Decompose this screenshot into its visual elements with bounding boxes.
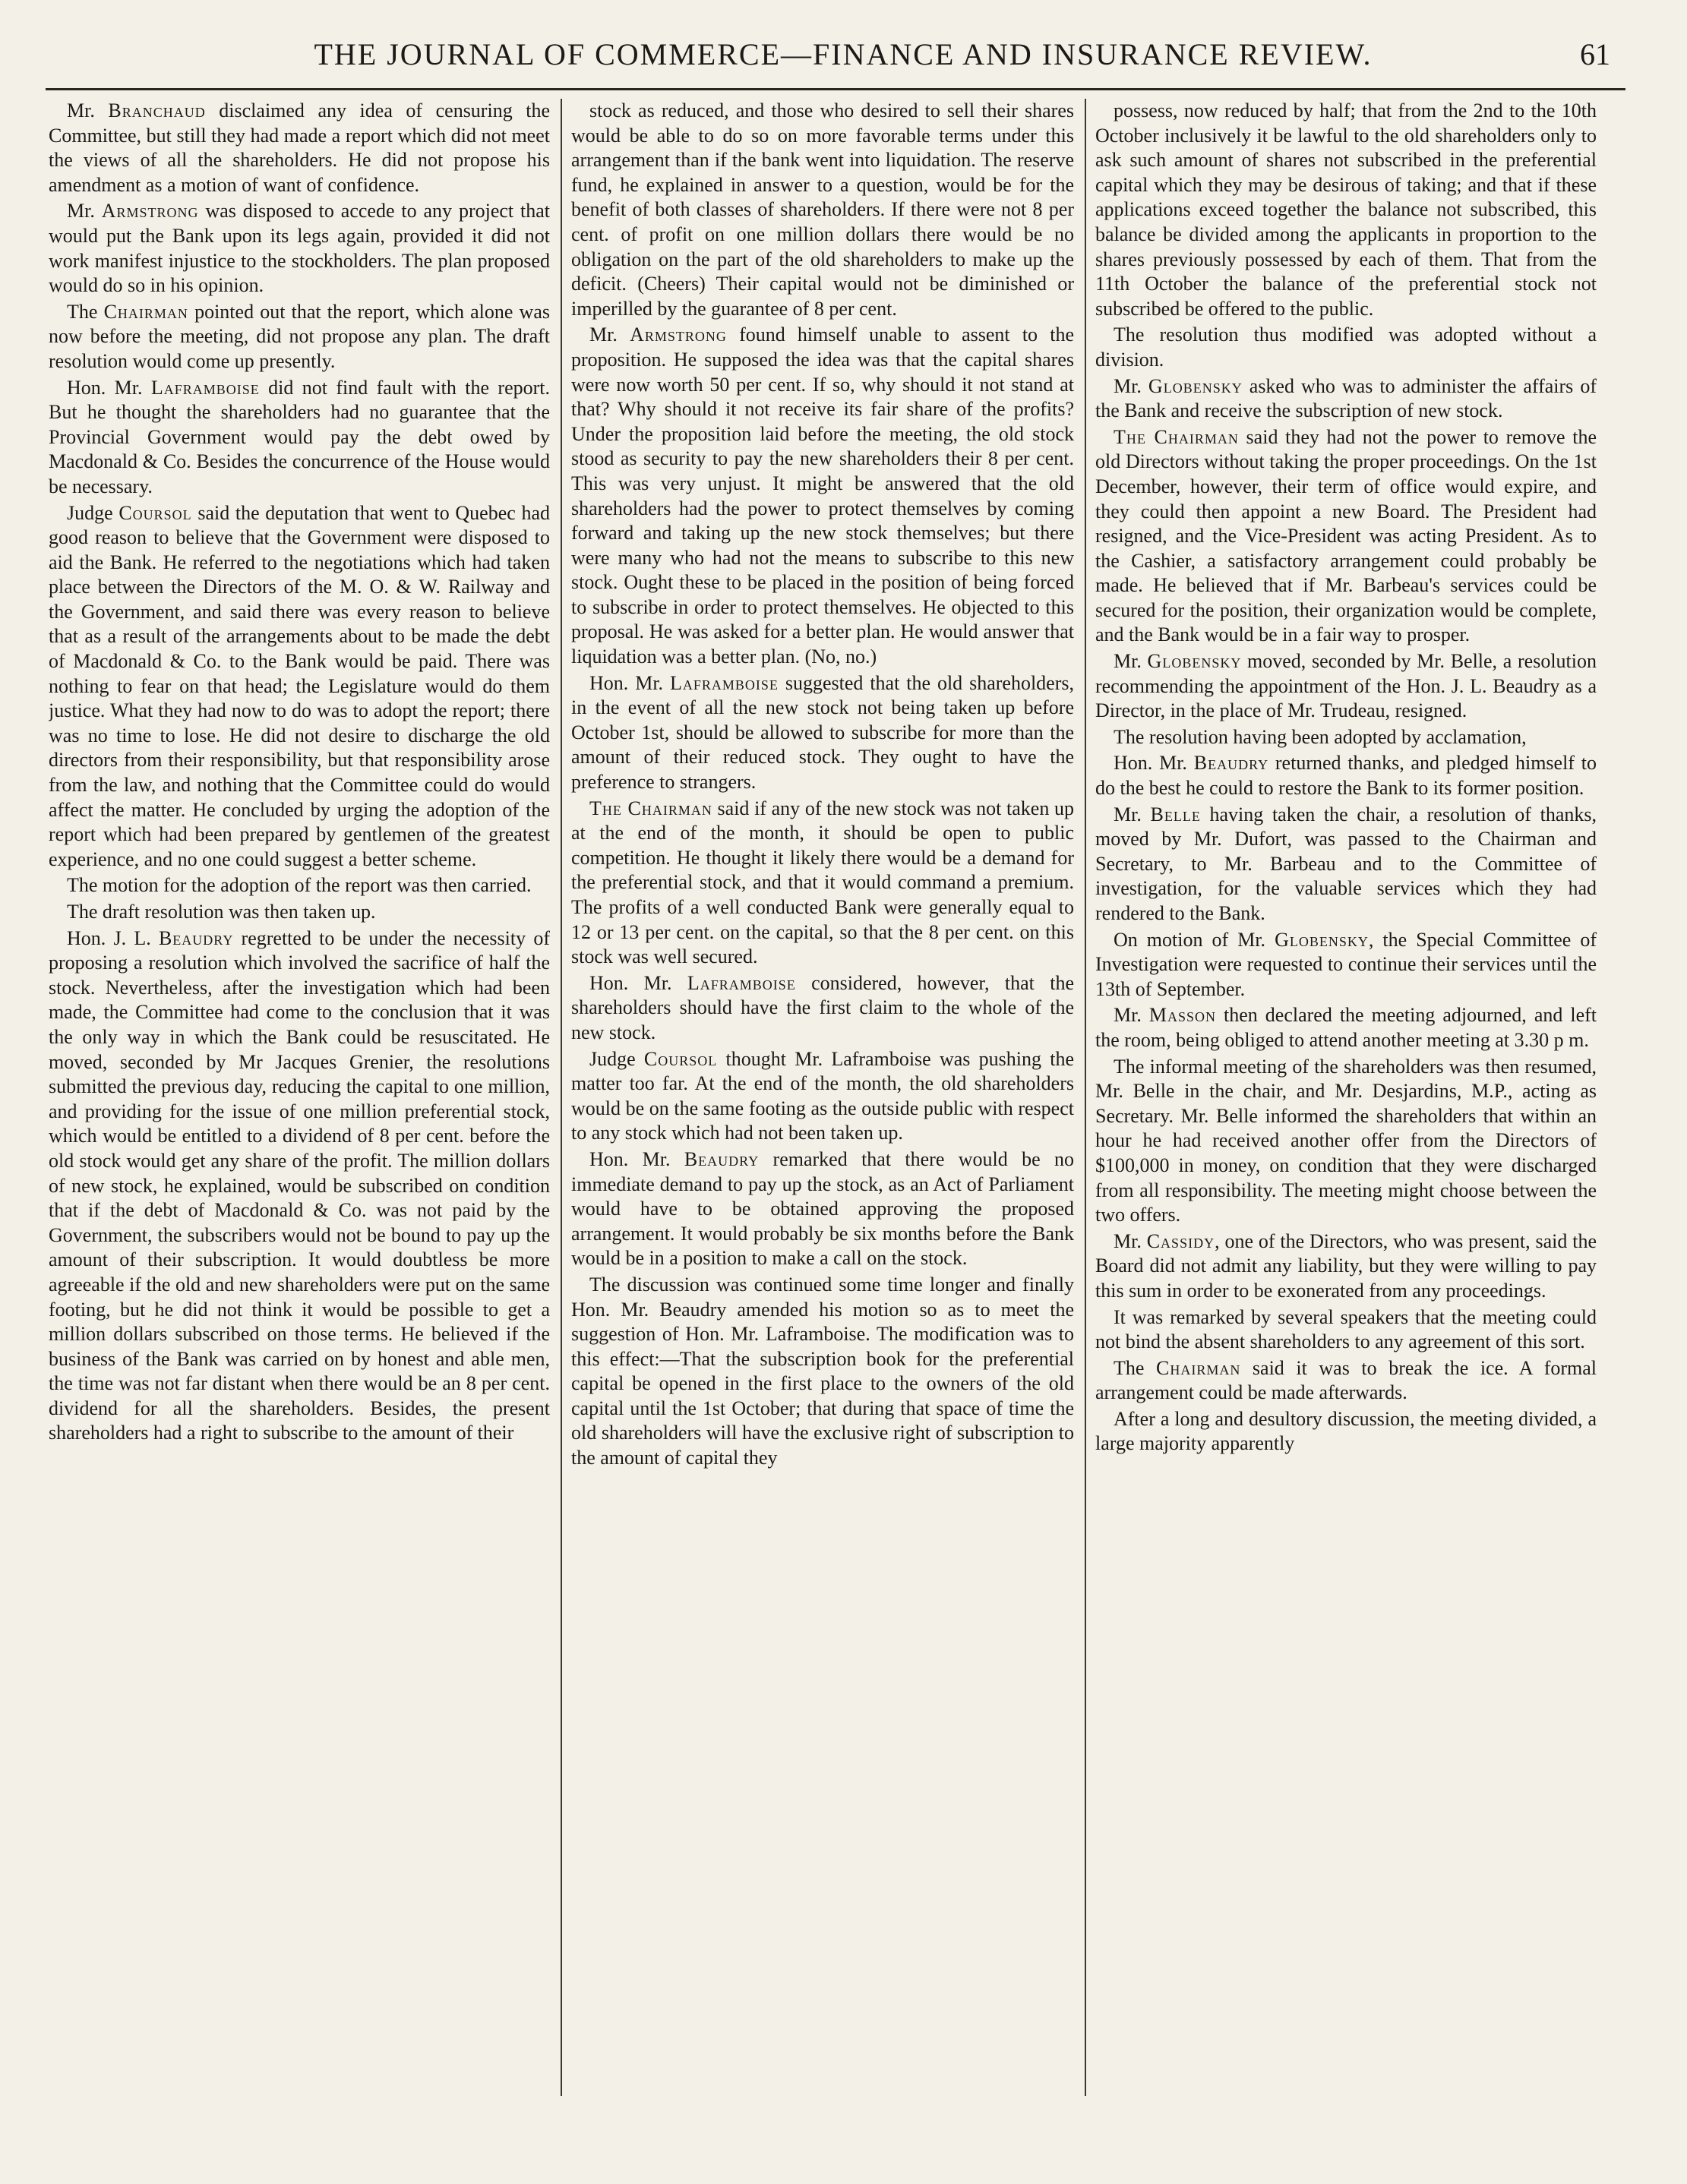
paragraph-prefix: Hon. Mr. — [589, 1147, 684, 1170]
article-paragraph — [49, 300, 550, 374]
paragraph-speaker: Cassidy — [1146, 1229, 1215, 1252]
page-header — [46, 36, 1641, 82]
page-number: 61 — [1580, 37, 1610, 71]
article-paragraph — [1095, 425, 1597, 648]
paragraph-text: After a long and desultory discussion, the meeting divided, a large majority apparently — [1095, 1407, 1597, 1455]
paragraph-prefix: Hon. Mr. — [67, 376, 151, 399]
column-1 — [49, 99, 550, 2096]
article-paragraph — [1095, 99, 1597, 321]
paragraph-prefix: Mr. — [1114, 1229, 1147, 1252]
paragraph-prefix: The — [1114, 1356, 1156, 1379]
paragraph-text: said it was to break the ice. A formal arrangement could be made afterwards. — [1095, 1356, 1597, 1404]
article-paragraph — [571, 971, 1074, 1046]
article-paragraph — [49, 926, 550, 1446]
paragraph-text: The resolution thus modified was adopted without a division. — [1095, 323, 1597, 371]
article-paragraph — [49, 900, 550, 925]
paragraph-text: pointed out that the report, which alone was now before the meeting, did not propose any plan. The draft resolution would come up presently. — [49, 300, 550, 372]
article-paragraph — [1095, 1003, 1597, 1053]
article-paragraph — [1095, 1229, 1597, 1304]
paragraph-speaker: Chairman — [103, 300, 188, 323]
paragraph-prefix: Mr. — [1114, 1004, 1149, 1027]
paragraph-prefix: Mr. — [1114, 374, 1148, 397]
paragraph-prefix: Mr. — [67, 200, 102, 223]
article-paragraph — [49, 199, 550, 298]
paragraph-text: stock as reduced, and those who desired to sell their shares would be able to do so on more favorable terms under this arrangement than if the bank went into liquidation. The reserve fund, he explained in answer to a question, would be for the benefit of both classes of shareholders. If there were not 8 per cent. of profit on one million dollars there would be no obligation on the part of the old shareholders to make up the deficit. (Cheers) Their capital would not be diminished or imperilled by the guarantee of 8 per cent. — [571, 99, 1074, 320]
paragraph-text: regretted to be under the necessity of proposing a resolution which involved the sacrifice of half the stock. Nevertheless, after the investigation which had been made, the Committee had come to the conclusion that it was the only way in which the Bank could be resuscitated. He moved, seconded by Mr Jacques Grenier, the resolutions submitted the previous day, reducing the capital to one million, and providing for the issue of one million preferential stock, which would be entitled to a dividend of 8 per cent. before the old stock would get any share of the profit. The million dollars of new stock, he explained, would be subscribed on condition that if the debt of Macdonald & Co. was not paid by the Government, the subscribers would not be bound to pay up the amount of their subscription. It would doubtless be more agreeable if the old and new shareholders were put on the same footing, but he did not think it would be possible to get a million dollars subscribed on those terms. He believed if the business of the Bank was carried on by honest and able men, the time was not far distant when there would be an 8 per cent. dividend for all the shareholders. Besides, the present shareholders had a right to subscribe to the amount of their — [49, 926, 550, 1444]
paragraph-speaker: The Chairman — [589, 797, 712, 819]
column-2 — [571, 99, 1074, 2096]
paragraph-speaker: Globensky — [1148, 374, 1243, 397]
article-paragraph — [1095, 725, 1597, 750]
paragraph-text: said if any of the new stock was not taken up at the end of the month, it should be open to public competition. He thought it likely there would be a demand for the preferential stock, and that it would command a premium. The profits of a well conducted Bank were generally equal to 12 or 13 per cent. on the capital, so that the 8 per cent. on this stock was well secured. — [571, 797, 1074, 968]
article-paragraph — [571, 323, 1074, 669]
paragraph-text: The resolution having been adopted by acclamation, — [1114, 725, 1527, 748]
paragraph-speaker: Laframboise — [687, 971, 796, 994]
header-rule — [46, 88, 1625, 90]
paragraph-prefix: Mr. — [589, 323, 630, 346]
paragraph-speaker: Globensky — [1275, 928, 1369, 951]
paragraph-text: The informal meeting of the shareholders was then resumed, Mr. Belle in the chair, and Mr. Desjardins, M.P., acting as Secretary. Mr. Belle informed the shareholders that within an hour he had received another offer from the Directors of $100,000 in money, on condition that they were discharged from all responsibility. The meeting might choose between the two offers. — [1095, 1055, 1597, 1226]
article-paragraph — [571, 1047, 1074, 1146]
paragraph-speaker: Laframboise — [670, 671, 779, 694]
paragraph-speaker: Armstrong — [630, 323, 727, 346]
paragraph-text: suggested that the old shareholders, in the event of all the new stock not being taken up before October 1st, should be allowed to subscribe for more than the amount of their reduced stock. They ought to have the preference to strangers. — [571, 671, 1074, 794]
column-3 — [1095, 99, 1597, 2096]
article-paragraph — [571, 99, 1074, 321]
article-paragraph — [1095, 323, 1597, 372]
paragraph-text: asked who was to administer the affairs of the Bank and receive the subscription of new stock. — [1095, 374, 1597, 422]
paragraph-prefix: Judge — [589, 1047, 644, 1070]
article-paragraph — [49, 376, 550, 500]
paragraph-text: was disposed to accede to any project that would put the Bank upon its legs again, provided it did not work manifest injustice to the stockholders. The plan proposed would do so in his opinion. — [49, 200, 550, 297]
column-divider — [561, 99, 562, 2096]
article-paragraph — [49, 873, 550, 898]
paragraph-speaker: Masson — [1148, 1004, 1216, 1027]
article-paragraph — [1095, 751, 1597, 800]
article-paragraph — [1095, 1305, 1597, 1355]
article-paragraph — [571, 1147, 1074, 1271]
article-paragraph — [571, 671, 1074, 795]
paragraph-prefix: Judge — [67, 501, 119, 524]
article-paragraph — [1095, 803, 1597, 926]
paragraph-prefix: On motion of Mr. — [1114, 928, 1275, 951]
paragraph-text: said they had not the power to remove the old Directors without taking the proper proceedings. On the 1st December, however, their term of office would expire, and they could then appoint a new Board. The President had resigned, and the Vice-President was acting President. As to the Cashier, a satisfactory arrangement could probably be made. He believed that if Mr. Barbeau's services could be secured for the position, their organization would be complete, and the Bank would be in a fair way to prosper. — [1095, 425, 1597, 646]
article-paragraph — [1095, 1407, 1597, 1457]
journal-title: THE JOURNAL OF COMMERCE—FINANCE AND INSURANCE REVIEW. — [314, 37, 1373, 71]
column-divider — [1085, 99, 1086, 2096]
paragraph-text: moved, seconded by Mr. Belle, a resolution recommending the appointment of the Hon. J. L. Beaudry as a Director, in the place of Mr. Trudeau, resigned. — [1095, 650, 1597, 722]
paragraph-speaker: Belle — [1150, 803, 1201, 825]
article-paragraph — [571, 1273, 1074, 1471]
paragraph-speaker: Branchaud — [108, 99, 206, 122]
paragraph-text: remarked that there would be no immediate demand to pay up the stock, as an Act of Parliament would have to be obtained approving the proposed arrangement. It would probably be six months before the Bank would be in a position to make a call on the stock. — [571, 1147, 1074, 1270]
article-paragraph — [49, 501, 550, 873]
paragraph-text: The draft resolution was then taken up. — [67, 901, 376, 923]
article-paragraph — [1095, 928, 1597, 1002]
paragraph-text: It was remarked by several speakers that the meeting could not bind the absent shareholders to any agreement of this sort. — [1095, 1305, 1597, 1353]
paragraph-text: considered, however, that the shareholders should have the first claim to the whole of the new stock. — [571, 971, 1074, 1043]
paragraph-text: disclaimed any idea of censuring the Committee, but still they had made a report which did not meet the views of all the shareholders. He did not propose his amendment as a motion of want of confidence. — [49, 99, 550, 196]
article-paragraph — [1095, 374, 1597, 424]
paragraph-prefix: Hon. Mr. — [1114, 752, 1194, 775]
paragraph-speaker: Beaudry — [684, 1147, 760, 1170]
paragraph-text: The motion for the adoption of the report was then carried. — [67, 874, 532, 897]
article-paragraph — [1095, 1356, 1597, 1406]
paragraph-speaker: Coursol — [118, 501, 192, 524]
paragraph-prefix: Hon. Mr. — [589, 671, 670, 694]
paragraph-speaker: The Chairman — [1114, 425, 1239, 448]
paragraph-prefix: Hon. Mr. — [589, 971, 687, 994]
paragraph-prefix: Mr. — [1114, 650, 1148, 673]
article-paragraph — [1095, 649, 1597, 724]
paragraph-text: did not find fault with the report. But he thought the shareholders had no guarantee that the Provincial Government would pay the debt owed by Macdonald & Co. Besides the concurrence of the House would be necessary. — [49, 376, 550, 497]
paragraph-speaker: Globensky — [1147, 650, 1242, 673]
paragraph-prefix: Mr. — [67, 99, 109, 122]
paragraph-speaker: Beaudry — [158, 926, 234, 949]
paragraph-text: then declared the meeting adjourned, and left the room, being obliged to attend another meeting at 3.30 p m. — [1095, 1004, 1597, 1051]
article-paragraph — [49, 99, 550, 197]
paragraph-text: returned thanks, and pledged himself to do the best he could to restore the Bank to its former position. — [1095, 752, 1597, 800]
paragraph-speaker: Laframboise — [150, 376, 260, 399]
paragraph-prefix: Hon. J. L. — [67, 926, 159, 949]
paragraph-text: having taken the chair, a resolution of thanks, moved by Mr. Dufort, was passed to the Chairman and Secretary, to Mr. Barbeau and to the Committee of investigation, for the valuable services which they had rendered to the Bank. — [1095, 803, 1597, 924]
article-paragraph — [571, 797, 1074, 970]
paragraph-speaker: Chairman — [1156, 1356, 1241, 1379]
paragraph-text: , one of the Directors, who was present, said the Board did not admit any liability, but they were willing to pay this sum in order to be exonerated from any proceedings. — [1095, 1229, 1597, 1302]
paragraph-text: thought Mr. Laframboise was pushing the matter too far. At the end of the month, the old shareholders would be on the same footing as the outside public with respect to any stock which had not been taken up. — [571, 1047, 1074, 1144]
paragraph-text: possess, now reduced by half; that from the 2nd to the 10th October inclusively it be lawful to the old shareholders only to ask such amount of shares not subscribed in the preferential capital which they may be desirous of taking; and that if these applications exceed together the balance not subscribed, this balance be divided among the applicants in proportion to the shares previously possessed by each of them. That from the 11th October the balance of the preferential stock not subscribed be offered to the public. — [1095, 99, 1597, 320]
paragraph-text: , the Special Committee of Investigation were requested to continue their services until the 13th of September. — [1095, 928, 1597, 1000]
paragraph-text: The discussion was continued some time longer and finally Hon. Mr. Beaudry amended his motion so as to meet the suggestion of Hon. Mr. Laframboise. The modification was to this effect:—That the subscription book for the preferential capital be opened in the first place to the owners of the old capital until the 1st October; that during that space of time the old shareholders will have the exclusive right of subscription to the amount of capital they — [571, 1273, 1074, 1469]
paragraph-speaker: Coursol — [643, 1047, 718, 1070]
paragraph-text: found himself unable to assent to the proposition. He supposed the idea was that the capital shares were now worth 50 per cent. If so, why should it not stand at that? Why should it not receive its fair share of the profits? Under the proposition laid before the meeting, the old stock stood as security to pay the new shareholders their 8 per cent. This was very unjust. It might be answered that the old shareholders had the power to protect themselves by coming forward and taking up the new stock themselves; but there were many who had not the means to subscribe to this new stock. Ought these to be placed in the position of being forced to subscribe in order to protect themselves. He objected to this proposal. He was asked for a better plan. He would answer that liquidation was a better plan. (No, no.) — [571, 323, 1074, 668]
paragraph-speaker: Armstrong — [101, 200, 199, 223]
paragraph-prefix: Mr. — [1114, 803, 1151, 825]
paragraph-text: said the deputation that went to Quebec had good reason to believe that the Government were disposed to aid the Bank. He referred to the negotiations which had taken place between the Directors of the M. O. & W. Railway and the Government, and said there was every reason to believe that as a result of the arrangements about to be made the debt of Macdonald & Co. to the Bank would be paid. There was nothing to fear on that head; the Legislature would do them justice. What they had now to do was to adopt the report; there was no time to lose. He did not desire to discharge the old directors from their responsibility, but that responsibility arose from the law, and nothing that the Committee could do would affect the matter. He concluded by urging the adoption of the report which had been prepared by gentlemen of the greatest experience, and no one could suggest a better scheme. — [49, 501, 550, 870]
paragraph-prefix: The — [67, 300, 104, 323]
paragraph-speaker: Beaudry — [1193, 752, 1269, 775]
article-paragraph — [1095, 1055, 1597, 1228]
